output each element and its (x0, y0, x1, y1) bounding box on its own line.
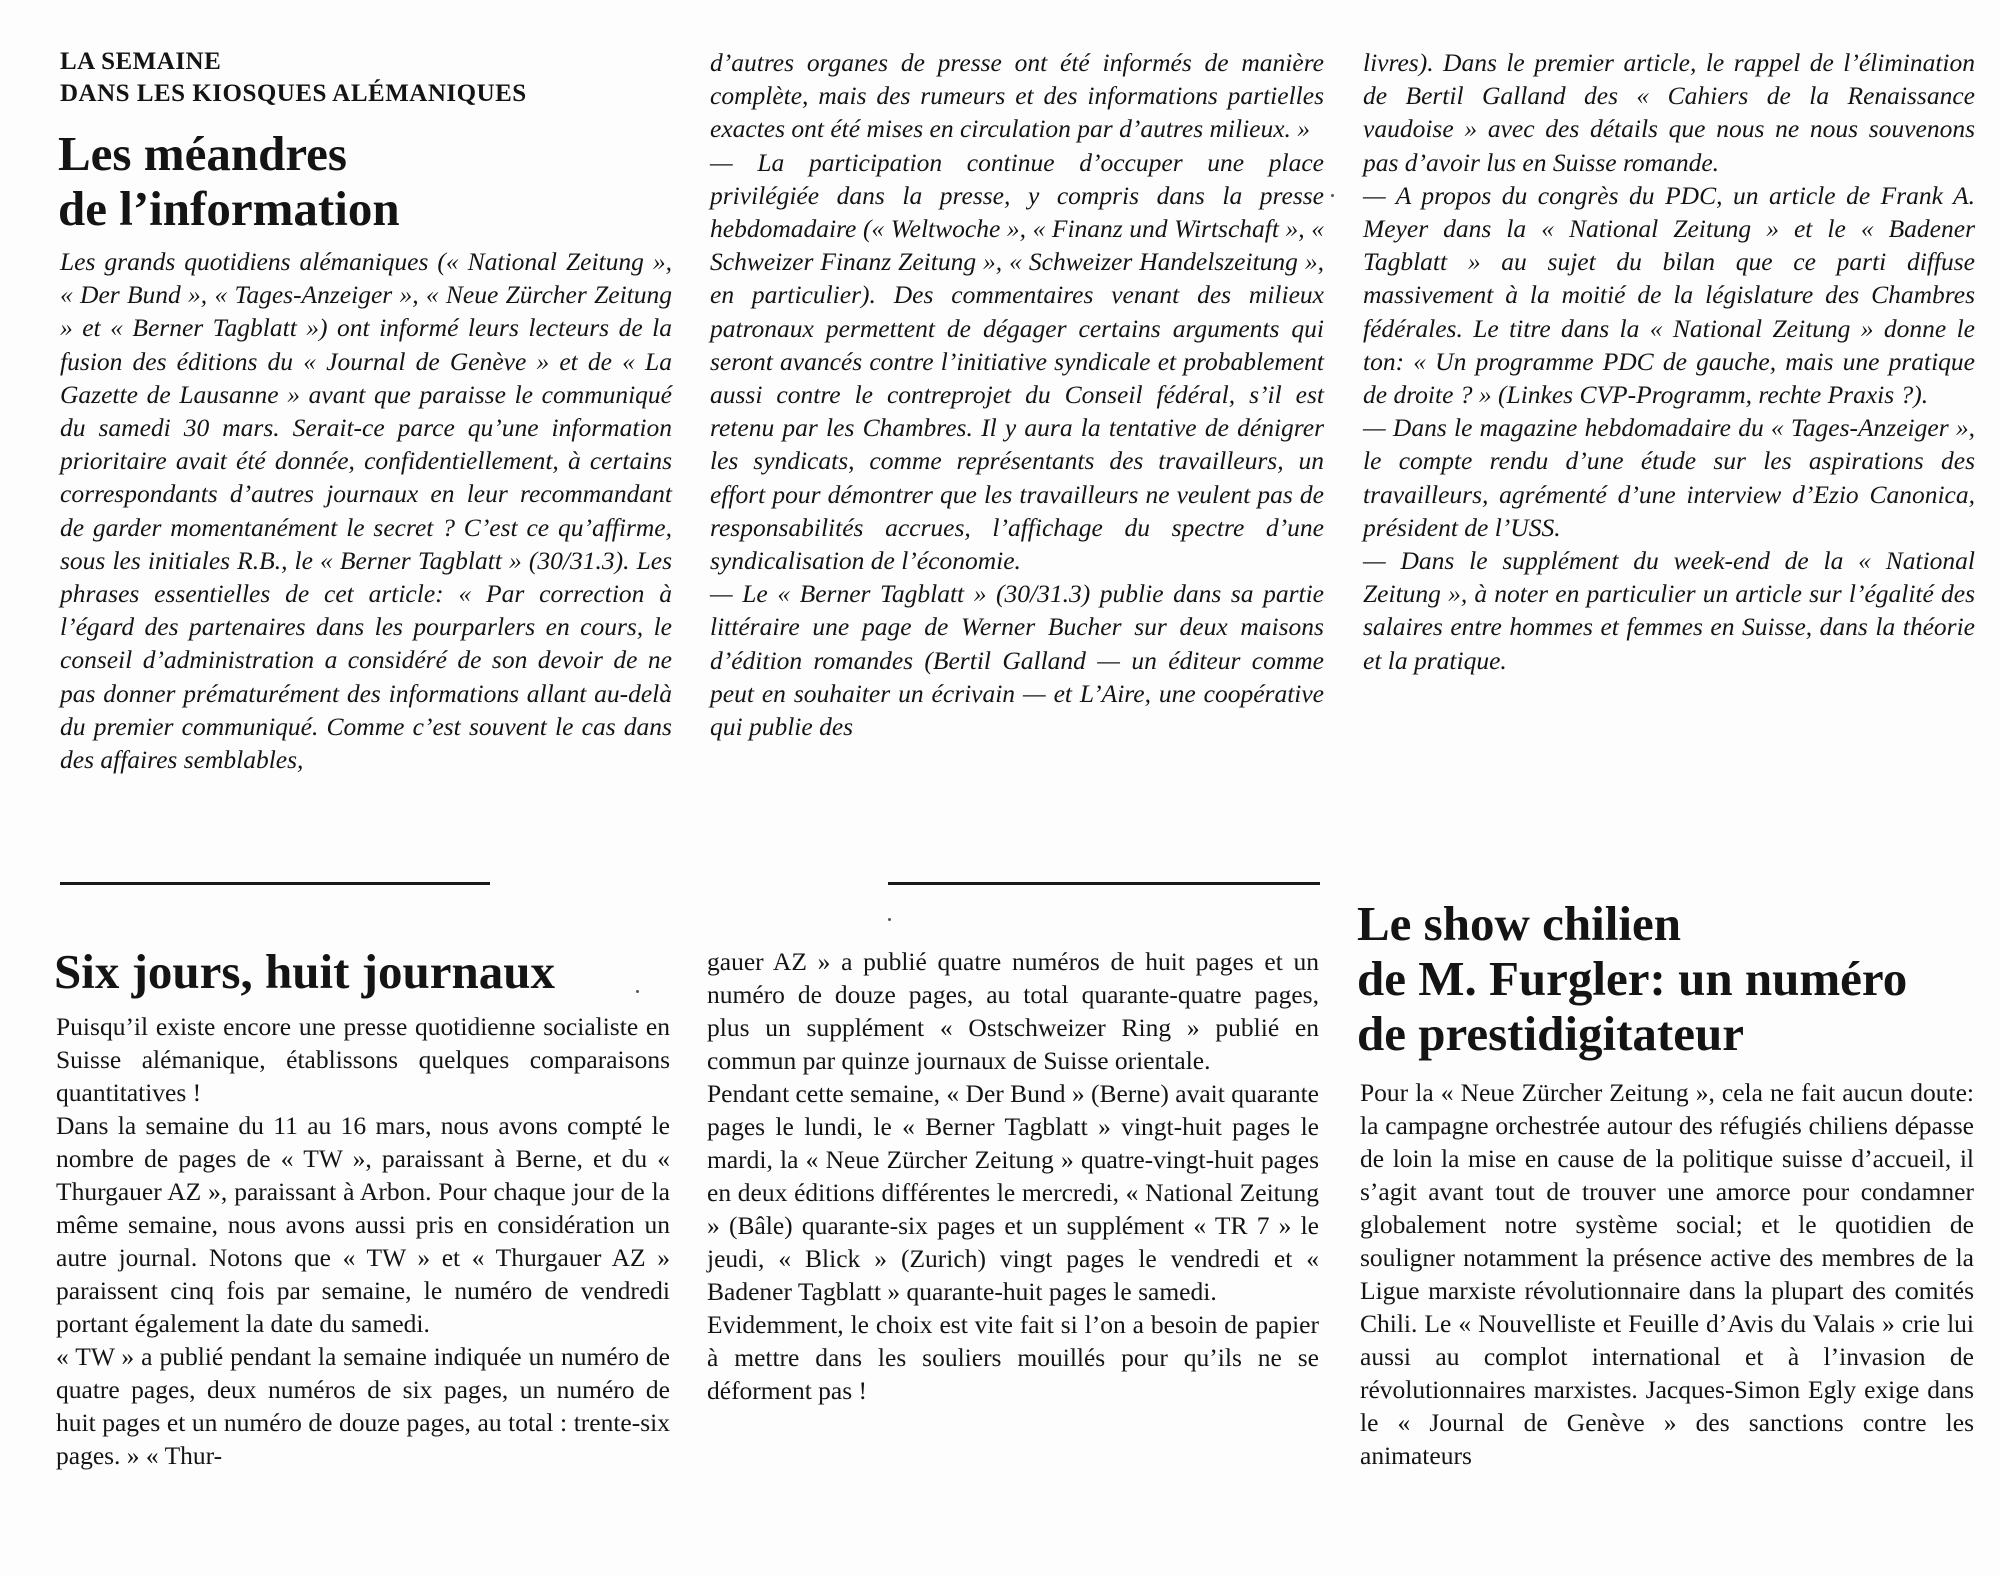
kicker-line-2: DANS LES KIOSQUES ALÉMANIQUES (60, 80, 527, 107)
article2-paragraph: « TW » a publié pendant la semaine indiquée un numéro de quatre pages, deux numéros de six pages, un numéro de huit pages et un numéro de douze pages, au total : trente-six pages. » « Thur- (56, 1342, 670, 1470)
article2-paragraph: Puisqu’il existe encore une presse quotidienne socialiste en Suisse alémanique, établissons quelques comparaisons quantitatives ! (56, 1012, 670, 1107)
article2-paragraph: Dans la semaine du 11 au 16 mars, nous avons compté le nombre de pages de « TW », paraissant à Berne, et du « Thurgauer AZ », paraissant à Arbon. Pour chaque jour de la même semaine, nous avons aussi pris en considération un autre journal. Notons que « TW » et « Thurgauer AZ » paraissent cinq fois par semaine, le numéro de vendredi portant également la date du samedi. (56, 1111, 670, 1338)
article1-paragraph: — La participation continue d’occuper une place privilégiée dans la presse, y compris dans la presse hebdomadaire (« Weltwoche », « Finanz und Wirtschaft », « Schweizer Finanz Zeitung », « Schweizer Handelszeitung », en particulier). Des commentaires venant des milieux patronaux permettent de dégager certains arguments qui seront avancés contre l’initiative syndicale et probablement aussi contre le contreprojet du Conseil fédéral, s’il est retenu par les Chambres. Il y aura la tentative de dénigrer les syndicats, comme représentants des travailleurs, un effort pour démontrer que les travailleurs ne veulent pas de responsabilités accrues, l’affichage du spectre d’une syndicalisation de l’économie. (710, 147, 1324, 576)
article1-paragraph: — Le « Berner Tagblatt » (30/31.3) publie dans sa partie littéraire une page de Werner Bucher sur deux maisons d’édition romandes (Bertil Galland — un éditeur comme peut en souhaiter un écrivain — et L’Aire, une coopérative qui publie des (710, 579, 1324, 742)
article2-paragraph: gauer AZ » a publié quatre numéros de huit pages et un numéro de douze pages, au total quarante-quatre pages, plus un supplément « Ostschweizer Ring » publié en commun par quinze journaux de Suisse orientale. (707, 947, 1319, 1075)
article1-paragraph: — A propos du congrès du PDC, un article de Frank A. Meyer dans la « National Zeitung » et le « Badener Tagblatt » au sujet du bilan que ce parti diffuse massivement à la moitié de la législature des Chambres fédérales. Le titre dans la « National Zeitung » donne le ton: « Un programme PDC de gauche, mais une pratique de droite ? » (Linkes CVP-Programm, rechte Praxis ?). (1363, 180, 1975, 410)
article1-paragraph: — Dans le supplément du week-end de la « National Zeitung », à noter en particulier un article sur l’égalité des salaires entre hommes et femmes en Suisse, dans la théorie et la pratique. (1363, 546, 1975, 675)
article2-paragraph: Pendant cette semaine, « Der Bund » (Berne) avait quarante pages le lundi, le « Berner Tagblatt » vingt-huit pages le mardi, la « Neue Zürcher Zeitung » quatre-vingt-huit pages en deux éditions différentes le mercredi, « National Zeitung » (Bâle) quarante-six pages et un supplément « TR 7 » le jeudi, « Blick » (Zurich) vingt pages le vendredi et « Badener Tagblatt » quarante-huit pages le samedi. (707, 1079, 1319, 1306)
article1-paragraph: livres). Dans le premier article, le rappel de l’élimination de Bertil Galland des « Cahiers de la Renaissance vaudoise » avec des détails que nous ne nous souvenons pas d’avoir lus en Suisse romande. (1363, 48, 1975, 177)
article2-column-2 (707, 945, 1319, 1407)
headline-six-jours (54, 944, 694, 999)
headline-show-chilien (1357, 896, 1987, 1061)
article3-column (1360, 1076, 1974, 1472)
article1-paragraph: — Dans le magazine hebdomadaire du « Tages-Anzeiger », le compte rendu d’une étude sur les aspirations des travailleurs, agrémenté d’une interview d’Ezio Canonica, président de l’USS. (1363, 413, 1975, 542)
article1-paragraph: Les grands quotidiens alémaniques (« National Zeitung », « Der Bund », « Tages-Anzeiger », « Neue Zürcher Zeitung » et « Berner Tagblatt ») ont informé leurs lecteurs de la fusion des éditions du « Journal de Genève » et de « La Gazette de Lausanne » avant que paraisse le communiqué du samedi 30 mars. Serait-ce parce qu’une information prioritaire avait été donnée, confidentiellement, à certains correspondants d’autres journaux en leur recommandant de garder momentanément le secret ? C’est ce qu’affirme, sous les initiales R.B., le « Berner Tagblatt » (30/31.3). Les phrases essentielles de cet article: « Par correction à l’égard des partenaires dans les pourparlers en cours, le conseil d’administration a considéré de son devoir de ne pas donner prématurément des informations allant au-delà du premier communiqué. Comme c’est souvent le cas dans des affaires semblables, (60, 247, 672, 775)
print-speck (888, 918, 891, 921)
article1-paragraph: d’autres organes de presse ont été informés de manière complète, mais des rumeurs et des informations partielles exactes ont été mises en circulation par d’autres milieux. » (710, 48, 1324, 144)
article2-column-1 (56, 1010, 670, 1472)
article1-column-2 (710, 46, 1324, 743)
headline-line-1: Le show chilien (1357, 896, 1681, 951)
headline-line-3: de prestidigitateur (1357, 1006, 1744, 1061)
separator-rule (888, 882, 1320, 885)
separator-rule (60, 882, 490, 885)
article2-paragraph: Evidemment, le choix est vite fait si l’on a besoin de papier à mettre dans les souliers mouillés pour qu’ils ne se déforment pas ! (707, 1310, 1319, 1405)
headline-text: Six jours, huit journaux (54, 944, 556, 999)
headline-line-1: Les méandres (58, 126, 347, 181)
article3-paragraph: Pour la « Neue Zürcher Zeitung », cela ne fait aucun doute: la campagne orchestrée autour des réfugiés chiliens dépasse de loin la mise en cause de la politique suisse d’accueil, il s’agit avant tout de trouver une amorce pour condamner globalement notre système social; et le quotidien de souligner notamment la présence active des membres de la Ligue marxiste révolutionnaire dans la plupart des comités Chili. Le « Nouvelliste et Feuille d’Avis du Valais » crie lui aussi au complot international et à l’invasion de révolutionnaires marxistes. Jacques-Simon Egly exige dans le « Journal de Genève » des sanctions contre les animateurs (1360, 1078, 1974, 1470)
article1-column-1 (60, 245, 672, 776)
kicker-line-1: LA SEMAINE (60, 48, 222, 75)
headline-meandres (58, 126, 698, 236)
article1-column-3 (1363, 46, 1975, 677)
section-kicker (60, 46, 700, 110)
print-speck (1331, 194, 1334, 197)
headline-line-2: de M. Furgler: un numéro (1357, 951, 1908, 1006)
headline-line-2: de l’information (58, 181, 400, 236)
